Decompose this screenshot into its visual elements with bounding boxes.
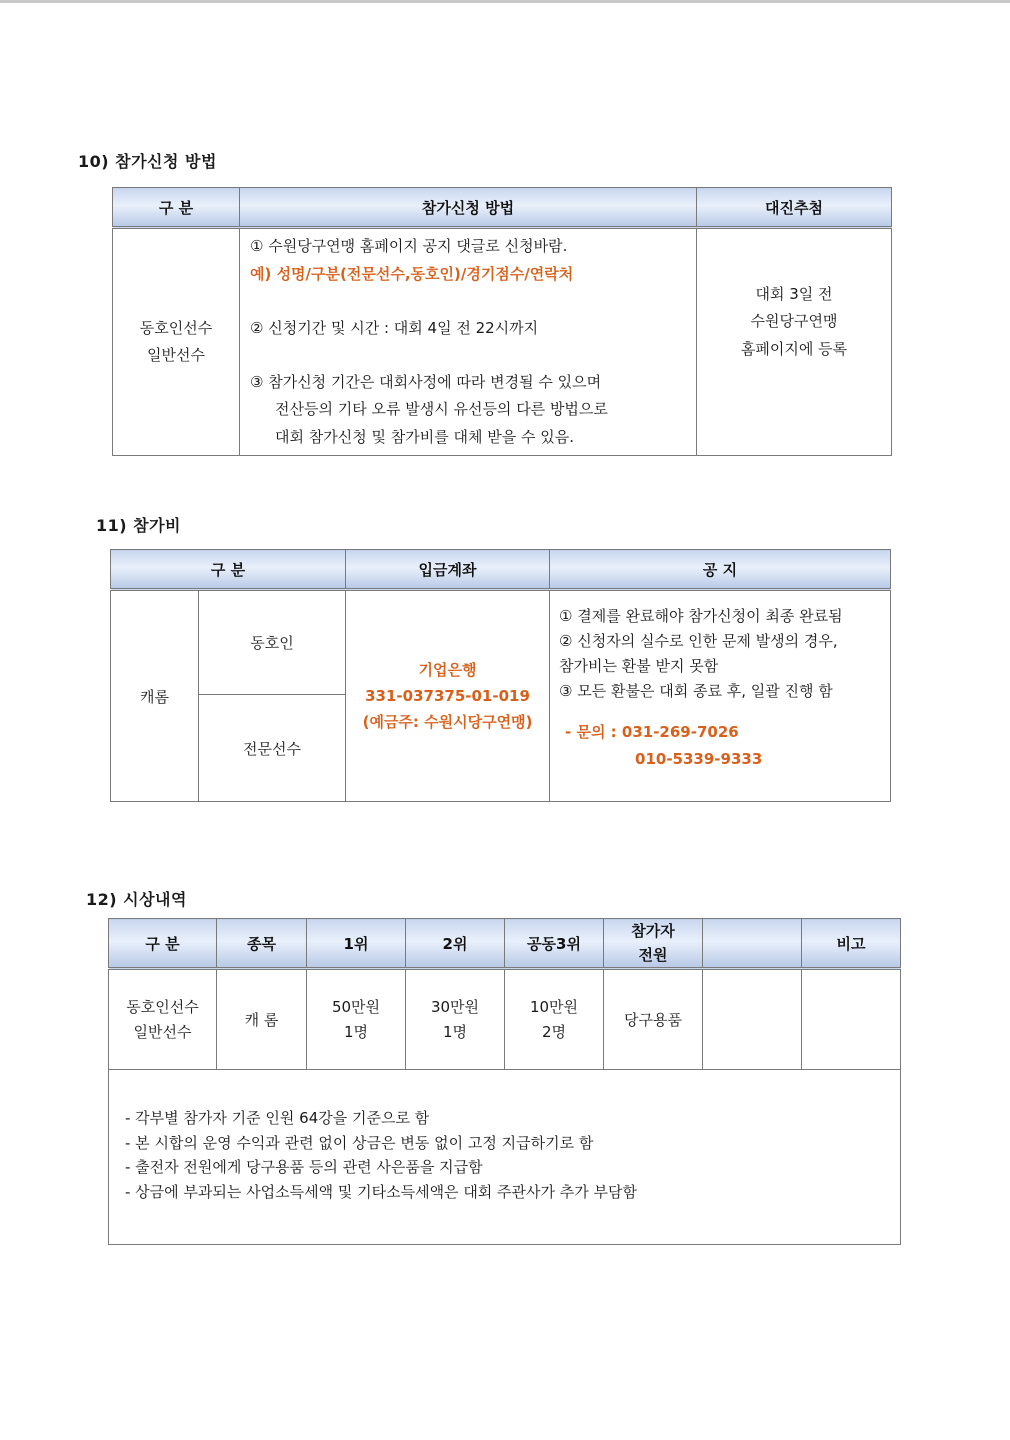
prize-header-category: 구 분 bbox=[109, 919, 217, 969]
prize-second-cell bbox=[406, 969, 505, 1070]
prize-category-line-2: 일반선수 bbox=[133, 1022, 192, 1041]
fee-event-cell: 캐롬 bbox=[111, 590, 199, 802]
prize-third-count: 2명 bbox=[541, 1022, 567, 1041]
prize-header-all-line-2: 전원 bbox=[638, 946, 668, 964]
method-line-period: ② 신청기간 및 시간 : 대회 4일 전 22시까지 bbox=[250, 319, 539, 337]
prize-header-all-line-1: 참가자 bbox=[631, 922, 675, 940]
section-11-title: 11) 참가비 bbox=[96, 516, 182, 535]
category-line-2: 일반선수 bbox=[147, 346, 205, 364]
account-cell bbox=[346, 590, 550, 802]
fee-header-category: 구 분 bbox=[111, 550, 346, 590]
prize-header-blank bbox=[703, 919, 802, 969]
draw-line-1: 대회 3일 전 bbox=[755, 284, 833, 303]
prize-first-count: 1명 bbox=[343, 1022, 369, 1041]
fee-amateur-cell: 동호인 bbox=[199, 590, 346, 695]
header-draw: 대진추첨 bbox=[697, 188, 892, 228]
prize-category-cell bbox=[109, 969, 217, 1070]
account-holder: (예금주: 수원시당구연맹) bbox=[362, 713, 533, 731]
fee-header-account: 입금계좌 bbox=[346, 550, 550, 590]
section-10-title: 10) 참가신청 방법 bbox=[78, 152, 217, 171]
prize-header-second: 2위 bbox=[406, 919, 505, 969]
notice-cell bbox=[550, 590, 891, 802]
prize-note-2: - 본 시합의 운영 수익과 관련 없이 상금은 변동 없이 고정 지급하기로 함 bbox=[125, 1133, 594, 1152]
draw-line-3: 홈페이지에 등록 bbox=[740, 339, 848, 358]
prize-all-cell: 당구용품 bbox=[604, 969, 703, 1070]
prize-notes-cell bbox=[109, 1070, 901, 1245]
prize-header-event: 종목 bbox=[217, 919, 307, 969]
prize-note-1: - 각부별 참가자 기준 인원 64강을 기준으로 함 bbox=[125, 1109, 430, 1127]
section-12-title: 12) 시상내역 bbox=[86, 890, 187, 909]
contact-line-1: - 문의 : 031-269-7026 bbox=[565, 723, 739, 741]
prize-first-amount: 50만원 bbox=[331, 997, 381, 1016]
prize-third-cell bbox=[505, 969, 604, 1070]
draw-line-2: 수원당구연맹 bbox=[750, 312, 838, 331]
prize-category-line-1: 동호인선수 bbox=[126, 997, 199, 1016]
prize-event-cell: 캐 롬 bbox=[217, 969, 307, 1070]
prize-second-count: 1명 bbox=[442, 1022, 468, 1041]
notice-line-2: ② 신청자의 실수로 인한 문제 발생의 경우, bbox=[559, 632, 838, 650]
prize-header-first: 1위 bbox=[307, 919, 406, 969]
header-method: 참가신청 방법 bbox=[240, 188, 697, 228]
fee-pro-cell: 전문선수 bbox=[199, 695, 346, 802]
prize-second-amount: 30만원 bbox=[430, 997, 480, 1016]
prize-header-note: 비고 bbox=[802, 919, 901, 969]
method-example: 예) 성명/구분(전문선수,동호인)/경기점수/연락처 bbox=[250, 264, 574, 283]
entry-fee-table bbox=[110, 549, 891, 802]
prize-note-cell bbox=[802, 969, 901, 1070]
application-method-table bbox=[112, 187, 892, 456]
notice-line-4: ③ 모든 환불은 대회 종료 후, 일괄 진행 함 bbox=[559, 682, 833, 700]
method-cell bbox=[240, 228, 697, 456]
prize-note-4: - 상금에 부과되는 사업소득세액 및 기타소득세액은 대회 주관사가 추가 부담함 bbox=[125, 1182, 638, 1201]
method-line-1: ① 수원당구연맹 홈페이지 공지 댓글로 신청바람. bbox=[250, 237, 568, 255]
prize-header-third: 공동3위 bbox=[505, 919, 604, 969]
prize-note-3: - 출전자 전원에게 당구용품 등의 관련 사은품을 지급함 bbox=[125, 1158, 483, 1176]
notice-line-3: 참가비는 환불 받지 못함 bbox=[559, 657, 719, 675]
bank-name: 기업은행 bbox=[418, 661, 477, 679]
category-line-1: 동호인선수 bbox=[139, 319, 213, 337]
prize-third-amount: 10만원 bbox=[529, 997, 579, 1016]
category-cell bbox=[113, 228, 240, 456]
header-category: 구 분 bbox=[113, 188, 240, 228]
page-top-border bbox=[0, 0, 1010, 3]
prize-first-cell bbox=[307, 969, 406, 1070]
method-line-substitute: 대회 참가신청 및 참가비를 대체 받을 수 있음. bbox=[275, 427, 574, 446]
method-line-change: ③ 참가신청 기간은 대회사정에 따라 변경될 수 있으며 bbox=[250, 372, 602, 391]
prize-table bbox=[108, 918, 901, 1245]
account-number: 331-037375-01-019 bbox=[365, 687, 530, 705]
notice-line-1: ① 결제를 완료해야 참가신청이 최종 완료됨 bbox=[559, 607, 843, 625]
method-line-error: 전산등의 기타 오류 발생시 유선등의 다른 방법으로 bbox=[275, 400, 608, 418]
draw-cell bbox=[697, 228, 892, 456]
prize-header-all bbox=[604, 919, 703, 969]
contact-line-2: 010-5339-9333 bbox=[635, 750, 763, 768]
fee-header-notice: 공 지 bbox=[550, 550, 891, 590]
prize-blank-cell bbox=[703, 969, 802, 1070]
